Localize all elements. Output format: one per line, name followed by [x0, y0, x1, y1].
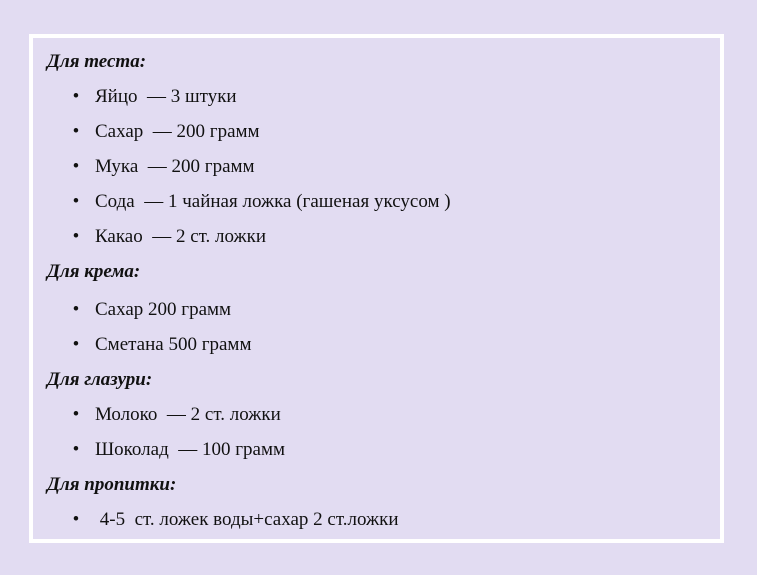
ingredient-text: Какао — 2 ст. ложки [95, 226, 267, 247]
cream-ingredients-list [47, 298, 710, 357]
recipe-content [47, 50, 710, 536]
ingredient-text: Сметана 500 грамм [95, 334, 252, 355]
bullet-icon: • [72, 156, 80, 177]
bullet-icon: • [72, 334, 80, 355]
bullet-icon: • [72, 191, 80, 212]
list-item [47, 155, 710, 179]
list-item [47, 85, 710, 109]
list-item [47, 190, 710, 214]
ingredient-text: Молоко — 2 ст. ложки [95, 404, 281, 425]
bullet-icon: • [72, 86, 80, 107]
bullet-icon: • [72, 509, 80, 530]
ingredient-text: Мука — 200 грамм [95, 156, 255, 177]
ingredient-text: Сода — 1 чайная ложка (гашеная уксусом ) [95, 191, 451, 212]
ingredient-text: Яйцо — 3 штуки [95, 86, 237, 107]
bullet-icon: • [72, 299, 80, 320]
list-item [47, 333, 710, 357]
ingredient-text: Сахар — 200 грамм [95, 121, 260, 142]
list-item [47, 403, 710, 427]
section-title-dough: Для теста: [47, 51, 147, 72]
soak-ingredients-list [47, 508, 710, 532]
bullet-icon: • [72, 226, 80, 247]
section-title-glaze: Для глазури: [47, 369, 153, 390]
list-item [47, 298, 710, 322]
ingredient-text: Сахар 200 грамм [95, 299, 232, 320]
list-item [47, 438, 710, 462]
dough-ingredients-list [47, 85, 710, 249]
list-item [47, 508, 710, 532]
section-title-cream: Для крема: [47, 261, 141, 282]
section-title-soak: Для пропитки: [47, 474, 177, 495]
recipe-card [29, 34, 724, 543]
bullet-icon: • [72, 121, 80, 142]
glaze-ingredients-list [47, 403, 710, 462]
ingredient-text: Шоколад — 100 грамм [95, 439, 286, 460]
bullet-icon: • [72, 404, 80, 425]
list-item [47, 120, 710, 144]
ingredient-text: 4-5 ст. ложек воды+сахар 2 ст.ложки [95, 509, 399, 530]
bullet-icon: • [72, 439, 80, 460]
list-item [47, 225, 710, 249]
